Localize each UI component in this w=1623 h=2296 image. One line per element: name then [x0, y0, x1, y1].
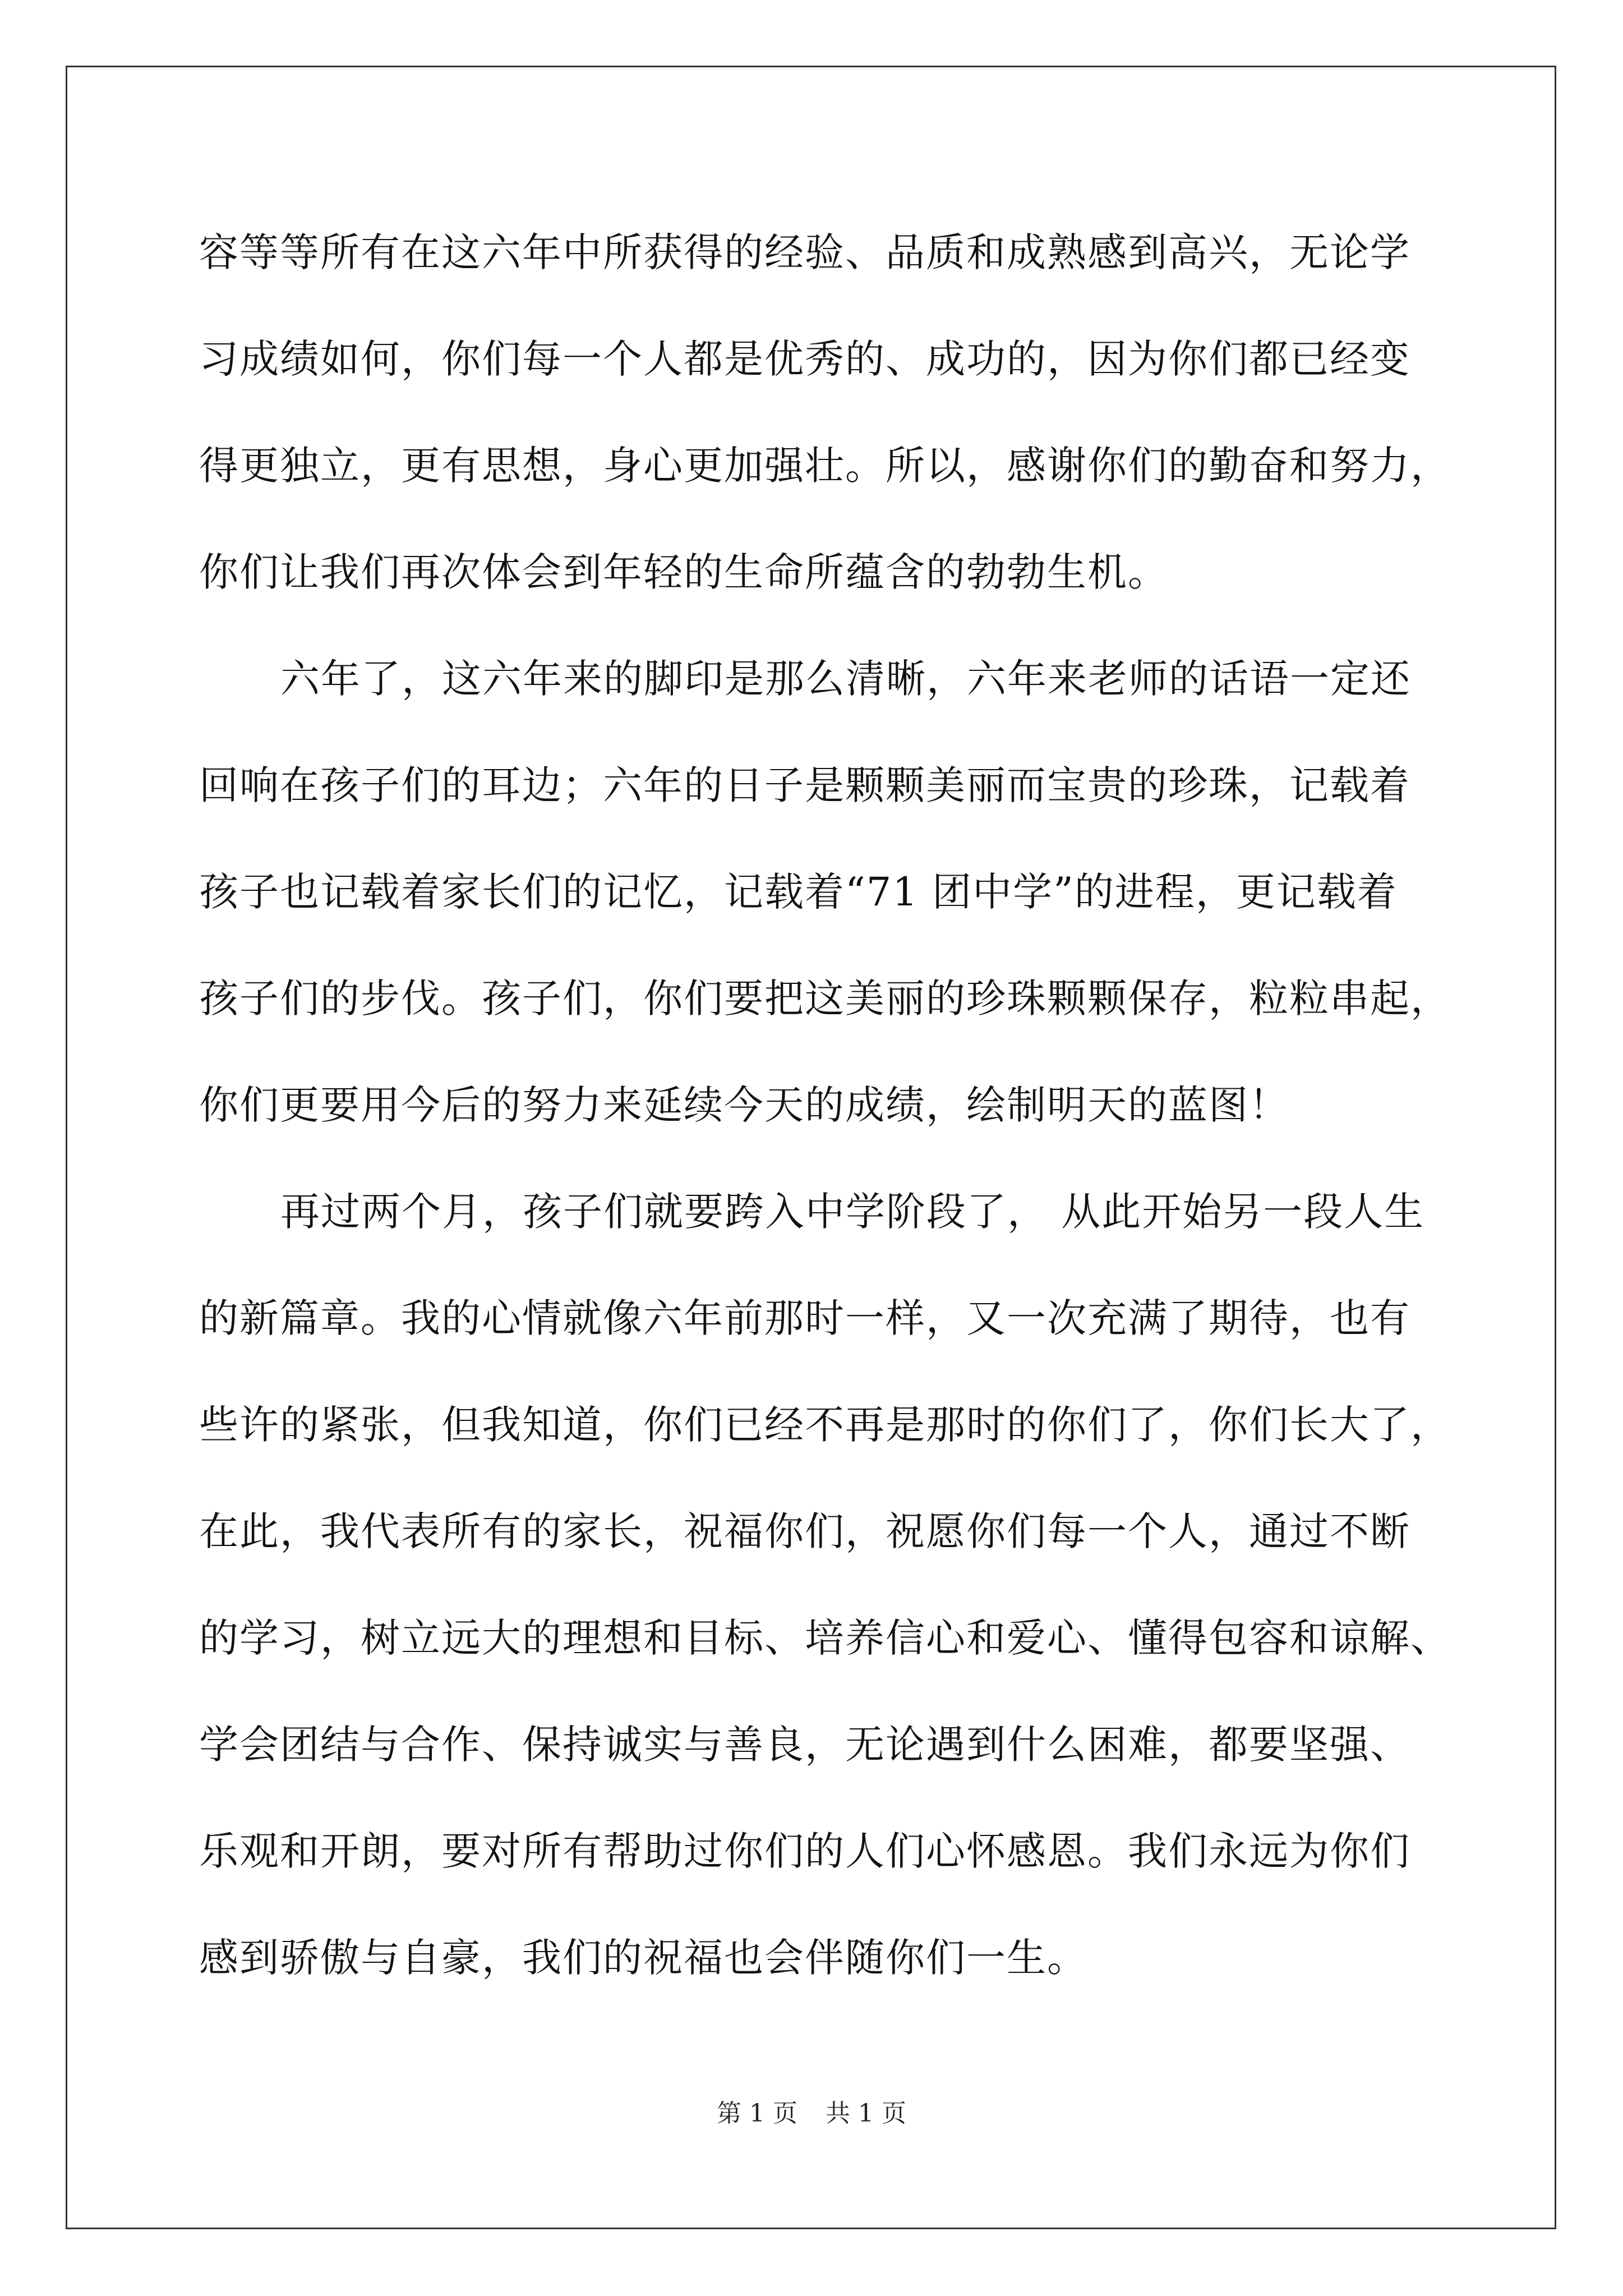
text-line: 回响在孩子们的耳边；六年的日子是颗颗美丽而宝贵的珍珠，记载着 [199, 762, 1410, 808]
text-line: 容等等所有在这六年中所获得的经验、品质和成熟感到高兴，无论学 [199, 229, 1410, 275]
page-total: 共 1 页 [826, 2099, 906, 2128]
page-footer [0, 2097, 1623, 2131]
text-line: 乐观和开朗，要对所有帮助过你们的人们心怀感恩。我们永远为你们 [199, 1828, 1410, 1874]
text-line: 孩子们的步伐。孩子们，你们要把这美丽的珍珠颗颗保存，粒粒串起， [199, 976, 1451, 1022]
text-line: 在此，我代表所有的家长，祝福你们，祝愿你们每一个人，通过不断 [199, 1508, 1410, 1554]
page-number: 第 1 页 [717, 2099, 797, 2128]
text-line: 感到骄傲与自豪，我们的祝福也会伴随你们一生。 [199, 1935, 1087, 1981]
text-line: 习成绩如何，你们每一个人都是优秀的、成功的，因为你们都已经变 [199, 336, 1410, 382]
text-line: 些许的紧张，但我知道，你们已经不再是那时的你们了，你们长大了， [199, 1402, 1451, 1448]
text-line: 的学习，树立远大的理想和目标、培养信心和爱心、懂得包容和谅解、 [199, 1615, 1451, 1661]
text-line: 得更独立，更有思想，身心更加强壮。所以，感谢你们的勤奋和努力， [199, 443, 1451, 489]
text-line: 的新篇章。我的心情就像六年前那时一样，又一次充满了期待，也有 [199, 1295, 1410, 1341]
text-line: 你们更要用今后的努力来延续今天的成绩，绘制明天的蓝图！ [199, 1082, 1289, 1128]
paragraph-start-line: 再过两个月，孩子们就要跨入中学阶段了， 从此开始另一段人生 [280, 1189, 1425, 1235]
text-line: 你们让我们再次体会到年轻的生命所蕴含的勃勃生机。 [199, 549, 1168, 595]
text-line: 学会团结与合作、保持诚实与善良，无论遇到什么困难，都要坚强、 [199, 1722, 1410, 1768]
text-line: 孩子也记载着家长们的记忆，记载着“71 团中学”的进程，更记载着 [199, 869, 1398, 915]
paragraph-start-line: 六年了，这六年来的脚印是那么清晰，六年来老师的话语一定还 [280, 656, 1411, 702]
